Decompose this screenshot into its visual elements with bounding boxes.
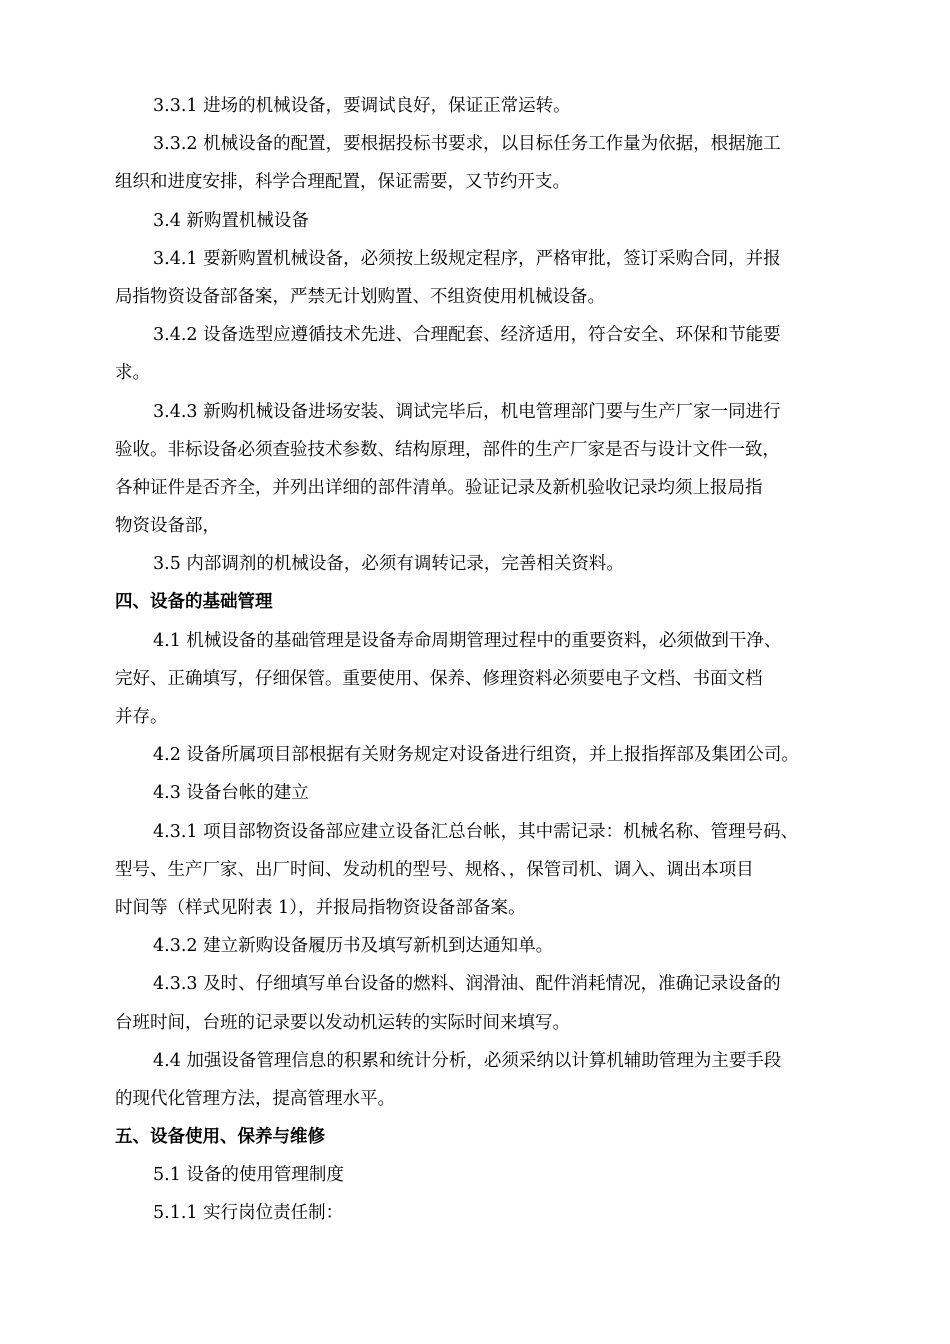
text-line: 求。 [115,363,150,384]
text-line: 5.1 设备的使用管理制度 [153,1165,344,1186]
text-line: 3.5 内部调剂的机械设备，必须有调转记录，完善相关资料。 [153,554,624,575]
text-line: 组织和进度安排，科学合理配置，保证需要，又节约开支。 [115,172,570,193]
text-line: 3.4.1 要新购置机械设备，必须按上级规定程序，严格审批，签订采购合同，并报 [153,248,781,269]
text-line: 3.4.3 新购机械设备进场安装、调试完毕后，机电管理部门要与生产厂家一同进行 [153,401,781,422]
text-line: 型号、生产厂家、出厂时间、发动机的型号、规格、，保管司机、调入、调出本项目 [115,859,754,880]
text-line: 3.3.2 机械设备的配置，要根据投标书要求，以目标任务工作量为依据，根据施工 [153,134,781,155]
text-line: 4.3 设备台帐的建立 [153,783,309,804]
text-line: 并存。 [115,707,168,727]
text-line: 3.3.1 进场的机械设备，要调试良好，保证正常运转。 [153,96,571,116]
section-heading: 四、设备的基础管理 [115,592,273,613]
text-line: 4.3.2 建立新购设备履历书及填写新机到达通知单。 [153,936,554,957]
text-line: 验收。非标设备必须查验技术参数、结构原理，部件的生产厂家是否与设计文件一致， [115,439,780,460]
document-body [115,87,841,1233]
section-heading: 五、设备使用、保养与维修 [115,1127,325,1148]
text-line: 完好、正确填写，仔细保管。重要使用、保养、修理资料必须要电子文档、书面文档 [115,668,763,689]
text-line: 局指物资设备部备案，严禁无计划购置、不组资使用机械设备。 [115,286,605,307]
text-line: 5.1.1 实行岗位责任制： [153,1203,344,1224]
text-line: 4.3.1 项目部物资设备部应建立设备汇总台帐，其中需记录：机械名称、管理号码、 [153,821,799,842]
text-line: 3.4.2 设备选型应遵循技术先进、合理配套、经济适用，符合安全、环保和节能要 [153,325,781,346]
text-line: 物资设备部， [115,516,220,537]
text-line: 各种证件是否齐全，并列出详细的部件清单。验证记录及新机验收记录均须上报局指 [115,477,763,498]
text-line: 的现代化管理方法，提高管理水平。 [115,1088,395,1109]
text-line: 4.2 设备所属项目部根据有关财务规定对设备进行组资，并上报指挥部及集团公司。 [153,745,799,766]
text-line: 时间等（样式见附表 1），并报局指物资设备部备案。 [115,897,526,918]
text-line: 3.4 新购置机械设备 [153,210,309,231]
text-line: 4.4 加强设备管理信息的积累和统计分析，必须采纳以计算机辅助管理为主要手段 [153,1050,782,1071]
text-line: 4.3.3 及时、仔细填写单台设备的燃料、润滑油、配件消耗情况，准确记录设备的 [153,974,781,995]
text-line: 台班时间，台班的记录要以发动机运转的实际时间来填写。 [115,1012,570,1033]
text-line: 4.1 机械设备的基础管理是设备寿命周期管理过程中的重要资料，必须做到干净、 [153,630,782,651]
